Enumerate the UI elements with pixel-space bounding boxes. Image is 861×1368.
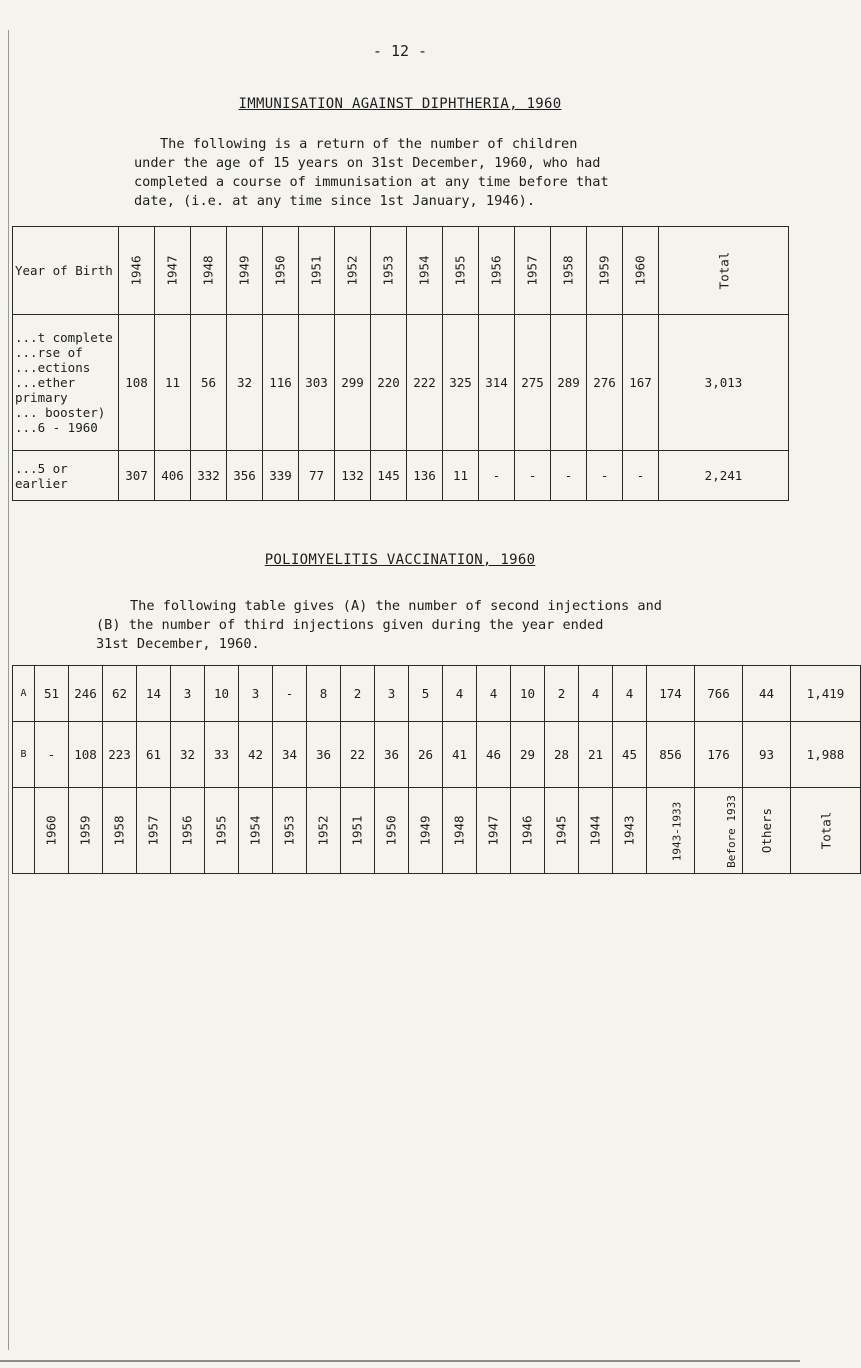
table-cell: 44 xyxy=(743,666,791,722)
year-header: 1955 xyxy=(443,227,479,315)
year-label: 1957 xyxy=(137,788,171,874)
table-cell: 34 xyxy=(273,722,307,788)
row-label: ...t complete ...rse of ...ections ...ether primary ... booster) ...6 - 1960 xyxy=(13,315,119,451)
year-header: 1960 xyxy=(623,227,659,315)
table-cell: - xyxy=(623,451,659,501)
year-label: 1956 xyxy=(171,788,205,874)
table-cell: 307 xyxy=(119,451,155,501)
table-cell: 332 xyxy=(191,451,227,501)
table-cell: 77 xyxy=(299,451,335,501)
year-label: 1949 xyxy=(409,788,443,874)
polio-intro-line-2: (B) the number of third injections given during the year ended xyxy=(96,617,604,633)
table-row xyxy=(13,451,789,501)
year-label: 1954 xyxy=(239,788,273,874)
table-cell: 1,988 xyxy=(791,722,861,788)
table-cell: - xyxy=(479,451,515,501)
table-row xyxy=(13,315,789,451)
table-cell: 223 xyxy=(103,722,137,788)
polio-year-row xyxy=(13,788,861,874)
table-cell: 3 xyxy=(239,666,273,722)
year-header: 1958 xyxy=(551,227,587,315)
table-cell: 11 xyxy=(155,315,191,451)
year-label: 1950 xyxy=(375,788,409,874)
row-marker-blank xyxy=(13,788,35,874)
table-cell: 766 xyxy=(695,666,743,722)
table-cell: 3 xyxy=(171,666,205,722)
polio-heading: POLIOMYELITIS VACCINATION, 1960 xyxy=(264,552,536,568)
year-header: 1957 xyxy=(515,227,551,315)
table-cell: 32 xyxy=(227,315,263,451)
year-header: 1947 xyxy=(155,227,191,315)
table-cell: 174 xyxy=(647,666,695,722)
table-cell: - xyxy=(35,722,69,788)
year-label: 1948 xyxy=(443,788,477,874)
table-cell: 61 xyxy=(137,722,171,788)
table-cell: 299 xyxy=(335,315,371,451)
table-cell: 45 xyxy=(613,722,647,788)
polio-table xyxy=(12,665,861,874)
table-cell: 4 xyxy=(443,666,477,722)
table-cell: 2 xyxy=(341,666,375,722)
table-cell: 145 xyxy=(371,451,407,501)
year-label: 1947 xyxy=(477,788,511,874)
table-cell: - xyxy=(273,666,307,722)
page-bottom-edge xyxy=(0,1360,800,1362)
year-header: 1950 xyxy=(263,227,299,315)
polio-intro-line-1: The following table gives (A) the number of second injections and xyxy=(130,598,662,614)
year-label: 1945 xyxy=(545,788,579,874)
table-cell: 4 xyxy=(579,666,613,722)
table-cell: 26 xyxy=(409,722,443,788)
table-cell: 303 xyxy=(299,315,335,451)
year-header: 1953 xyxy=(371,227,407,315)
year-label: 1955 xyxy=(205,788,239,874)
year-label: 1943 xyxy=(613,788,647,874)
table-cell: 4 xyxy=(477,666,511,722)
year-header: 1946 xyxy=(119,227,155,315)
year-label: Others xyxy=(743,788,791,874)
year-label: 1951 xyxy=(341,788,375,874)
table-cell: 116 xyxy=(263,315,299,451)
table-cell: 1,419 xyxy=(791,666,861,722)
table-cell: 3,013 xyxy=(659,315,789,451)
table-row-a xyxy=(13,666,861,722)
table-cell: 2 xyxy=(545,666,579,722)
table-cell: 32 xyxy=(171,722,205,788)
year-of-birth-header: Year of Birth xyxy=(13,227,119,315)
table-cell: 4 xyxy=(613,666,647,722)
year-label: 1946 xyxy=(511,788,545,874)
immunisation-heading: IMMUNISATION AGAINST DIPHTHERIA, 1960 xyxy=(238,96,562,112)
table-cell: 93 xyxy=(743,722,791,788)
table-cell: - xyxy=(551,451,587,501)
table-cell: - xyxy=(515,451,551,501)
table-row-b xyxy=(13,722,861,788)
table-cell: - xyxy=(587,451,623,501)
table-cell: 56 xyxy=(191,315,227,451)
table-cell: 314 xyxy=(479,315,515,451)
table-cell: 108 xyxy=(119,315,155,451)
table-cell: 8 xyxy=(307,666,341,722)
table-cell: 108 xyxy=(69,722,103,788)
polio-intro-line-3: 31st December, 1960. xyxy=(96,636,260,652)
year-label: 1944 xyxy=(579,788,613,874)
year-label: 1953 xyxy=(273,788,307,874)
table-cell: 325 xyxy=(443,315,479,451)
year-header: 1952 xyxy=(335,227,371,315)
table-cell: 2,241 xyxy=(659,451,789,501)
table-cell: 10 xyxy=(511,666,545,722)
year-label: 1958 xyxy=(103,788,137,874)
table-cell: 51 xyxy=(35,666,69,722)
table-cell: 11 xyxy=(443,451,479,501)
immunisation-intro-line-1: The following is a return of the number of children xyxy=(160,136,578,152)
table-cell: 36 xyxy=(375,722,409,788)
table-cell: 222 xyxy=(407,315,443,451)
table-cell: 275 xyxy=(515,315,551,451)
table-cell: 10 xyxy=(205,666,239,722)
table-cell: 132 xyxy=(335,451,371,501)
table-cell: 41 xyxy=(443,722,477,788)
table-cell: 3 xyxy=(375,666,409,722)
table-cell: 136 xyxy=(407,451,443,501)
total-header: Total xyxy=(659,227,789,315)
table-cell: 5 xyxy=(409,666,443,722)
table-cell: 14 xyxy=(137,666,171,722)
table-cell: 220 xyxy=(371,315,407,451)
immunisation-intro-line-3: completed a course of immunisation at any time before that xyxy=(134,174,609,190)
year-header: 1951 xyxy=(299,227,335,315)
year-label: Total xyxy=(791,788,861,874)
table-cell: 276 xyxy=(587,315,623,451)
table-cell: 22 xyxy=(341,722,375,788)
table-cell: 176 xyxy=(695,722,743,788)
year-label: 1943-1933 xyxy=(647,788,695,874)
table-cell: 856 xyxy=(647,722,695,788)
table-cell: 36 xyxy=(307,722,341,788)
table-cell: 29 xyxy=(511,722,545,788)
table-cell: 28 xyxy=(545,722,579,788)
year-label: 1959 xyxy=(69,788,103,874)
immunisation-intro-line-4: date, (i.e. at any time since 1st January, 1946). xyxy=(134,193,536,209)
year-label: Before 1933 xyxy=(695,788,743,874)
year-header: 1956 xyxy=(479,227,515,315)
table-cell: 356 xyxy=(227,451,263,501)
table-cell: 289 xyxy=(551,315,587,451)
year-header: 1959 xyxy=(587,227,623,315)
table-cell: 246 xyxy=(69,666,103,722)
row-marker: B xyxy=(13,722,35,788)
year-label: 1952 xyxy=(307,788,341,874)
table-cell: 62 xyxy=(103,666,137,722)
page-margin-line xyxy=(8,30,9,1350)
immunisation-intro-line-2: under the age of 15 years on 31st December, 1960, who had xyxy=(134,155,601,171)
table-cell: 21 xyxy=(579,722,613,788)
year-header: 1954 xyxy=(407,227,443,315)
table-cell: 42 xyxy=(239,722,273,788)
table-cell: 339 xyxy=(263,451,299,501)
immunisation-header-row xyxy=(13,227,789,315)
table-cell: 406 xyxy=(155,451,191,501)
table-cell: 46 xyxy=(477,722,511,788)
immunisation-table xyxy=(12,226,789,501)
year-header: 1948 xyxy=(191,227,227,315)
year-label: 1960 xyxy=(35,788,69,874)
year-header: 1949 xyxy=(227,227,263,315)
page-number: - 12 - xyxy=(372,42,428,60)
table-cell: 167 xyxy=(623,315,659,451)
table-cell: 33 xyxy=(205,722,239,788)
row-marker: A xyxy=(13,666,35,722)
row-label: ...5 or earlier xyxy=(13,451,119,501)
